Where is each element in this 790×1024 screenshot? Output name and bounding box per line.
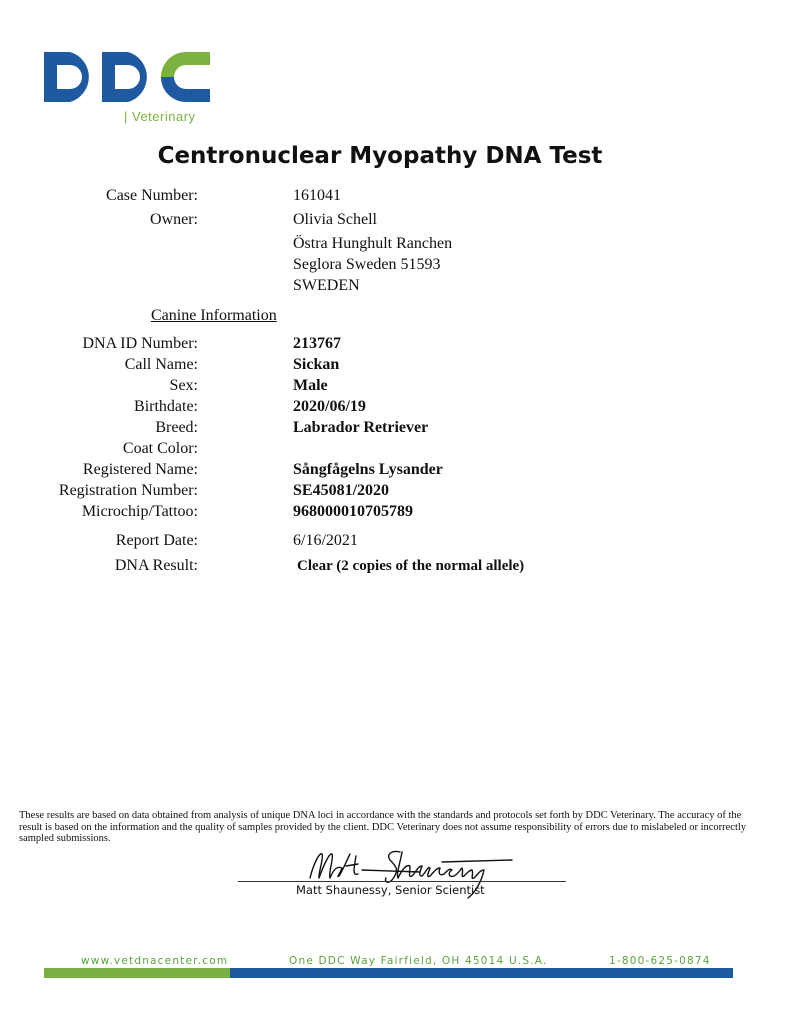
field-value: Male (293, 377, 328, 394)
field-value: 213767 (293, 335, 341, 352)
field-label: Registered Name: (82, 461, 198, 478)
field-value: 968000010705789 (293, 503, 413, 520)
owner-row (0, 210, 700, 230)
logo-subtitle: | Veterinary (124, 109, 196, 124)
dna-result-label: DNA Result: (114, 557, 198, 574)
field-value: 2020/06/19 (293, 398, 366, 415)
field-row-sex (0, 376, 700, 396)
ddc-logo-mark (40, 46, 215, 108)
field-row-microchip (0, 502, 700, 522)
field-label: Sex: (169, 377, 198, 394)
case-number-value: 161041 (293, 187, 341, 204)
report-date-value: 6/16/2021 (293, 532, 358, 549)
field-label: Registration Number: (58, 482, 198, 499)
field-label: Microchip/Tattoo: (81, 503, 198, 520)
field-label: Coat Color: (122, 440, 198, 457)
field-label: Birthdate: (134, 398, 198, 415)
field-label: Call Name: (124, 356, 198, 373)
field-value: Labrador Retriever (293, 419, 429, 436)
ddc-logo (40, 46, 215, 128)
field-row-birthdate (0, 397, 700, 417)
case-number-label: Case Number: (106, 187, 198, 204)
field-row-breed (0, 418, 700, 438)
field-label: Breed: (155, 419, 198, 436)
field-row-dna-id (0, 334, 700, 354)
footer-bar-green (44, 968, 230, 978)
footer-address: One DDC Way Fairfield, OH 45014 U.S.A. (289, 955, 548, 967)
canine-information-heading: Canine Information (151, 307, 277, 324)
field-row-coat-color (0, 439, 700, 459)
dna-result-value: Clear (2 copies of the normal allele) (297, 558, 525, 574)
owner-address-line-2: Seglora Sweden 51593 (293, 256, 441, 273)
signatory-name: Matt Shaunessy, Senior Scientist (296, 883, 485, 897)
field-label: DNA ID Number: (82, 335, 198, 352)
footer-bar-blue (230, 968, 733, 978)
owner-label: Owner: (150, 211, 198, 228)
field-value: Sickan (293, 356, 340, 373)
owner-address-line-1: Östra Hunghult Ranchen (293, 235, 453, 252)
signature-line (238, 881, 566, 882)
footer-phone: 1-800-625-0874 (609, 955, 711, 967)
field-value: Sångfågelns Lysander (293, 461, 443, 478)
field-value: SE45081/2020 (293, 482, 390, 499)
report-date-row (0, 531, 700, 551)
owner-address-row (0, 276, 700, 296)
disclaimer-text: These results are based on data obtained from analysis of unique DNA loci in accordance with the standards and protocols set forth by DDC Veterinary. The accuracy of the result is based on the information and the quality of samples provided by the client. DDC Veterinary does not assume responsibility of errors due to mislabeled or incorrectly sampled submissions. (19, 810, 747, 845)
page-title: Centronuclear Myopathy DNA Test (157, 143, 603, 169)
footer-website: www.vetdnacenter.com (81, 955, 229, 967)
field-row-registered-name (0, 460, 700, 480)
owner-name: Olivia Schell (293, 211, 377, 228)
report-date-label: Report Date: (115, 532, 198, 549)
owner-address-row (0, 255, 700, 275)
owner-country: SWEDEN (293, 277, 360, 294)
owner-address-row (0, 234, 700, 254)
field-row-registration-number (0, 481, 700, 501)
field-row-call-name (0, 355, 700, 375)
case-number-row (0, 186, 700, 206)
dna-result-row (0, 556, 700, 576)
